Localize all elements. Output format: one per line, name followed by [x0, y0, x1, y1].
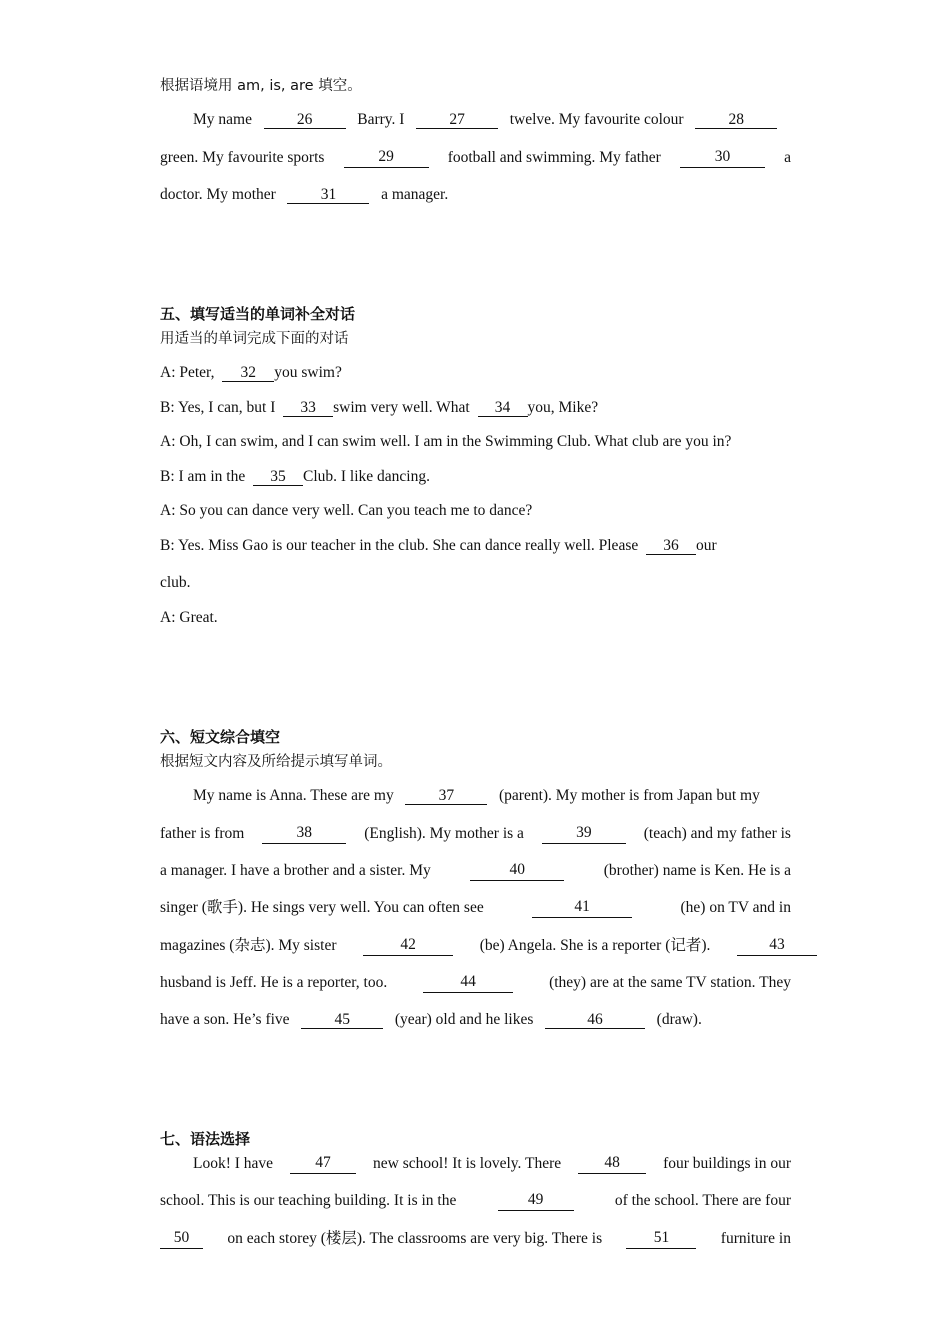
passage-line: father is from 38 (English). My mother is a 39 (teach) and my father is	[160, 824, 791, 842]
blank-46[interactable]: 46	[545, 1011, 645, 1029]
section-title: 五、填写适当的单词补全对话	[160, 305, 356, 323]
dialogue-line: A: Great.	[160, 609, 218, 626]
blank-30[interactable]: 30	[680, 148, 765, 168]
blank-47[interactable]: 47	[290, 1154, 356, 1174]
passage-line: My name is Anna. These are my 37 (parent). My mother is from Japan but my	[193, 787, 760, 804]
blank-32[interactable]: 32	[222, 364, 274, 382]
blank-33[interactable]: 33	[283, 399, 333, 417]
passage-line: doctor. My mother 31 a manager.	[160, 186, 449, 203]
blank-28[interactable]: 28	[695, 111, 777, 129]
blank-36[interactable]: 36	[646, 537, 696, 555]
blank-44[interactable]: 44	[423, 973, 513, 993]
section-title: 六、短文综合填空	[160, 728, 281, 746]
blank-42[interactable]: 42	[363, 936, 453, 956]
section-title: 七、语法选择	[160, 1130, 251, 1148]
blank-48[interactable]: 48	[578, 1154, 646, 1174]
passage-line: green. My favourite sports 29 football and swimming. My father 30 a	[160, 148, 791, 166]
blank-41[interactable]: 41	[532, 898, 632, 918]
passage-line: 50 on each storey (楼层). The classrooms are very big. There is 51 furniture in	[160, 1229, 791, 1249]
passage-line: a manager. I have a brother and a sister. My 40 (brother) name is Ken. He is a	[160, 861, 791, 879]
passage-line: magazines (杂志). My sister 42 (be) Angela. She is a reporter (记者). 43	[160, 936, 817, 956]
blank-50[interactable]: 50	[160, 1229, 203, 1249]
blank-35[interactable]: 35	[253, 468, 303, 486]
passage-line: school. This is our teaching building. It is in the 49 of the school. There are four	[160, 1191, 791, 1209]
passage-line: husband is Jeff. He is a reporter, too. 44 (they) are at the same TV station. They	[160, 973, 791, 991]
instruction: 根据短文内容及所给提示填写单词。	[160, 754, 392, 770]
blank-27[interactable]: 27	[416, 111, 498, 129]
blank-51[interactable]: 51	[626, 1229, 696, 1249]
passage-line: have a son. He’s five 45 (year) old and he likes 46 (draw).	[160, 1011, 702, 1028]
blank-43[interactable]: 43	[737, 936, 817, 956]
blank-40[interactable]: 40	[470, 861, 564, 881]
dialogue-line: B: Yes, I can, but I 33 swim very well. What 34 you, Mike?	[160, 399, 599, 416]
passage-line: Look! I have 47 new school! It is lovely. There 48 four buildings in our	[193, 1154, 791, 1172]
blank-45[interactable]: 45	[301, 1011, 383, 1029]
passage-line: singer (歌手). He sings very well. You can often see 41 (he) on TV and in	[160, 898, 791, 916]
dialogue-line: A: So you can dance very well. Can you teach me to dance?	[160, 502, 533, 519]
blank-38[interactable]: 38	[262, 824, 346, 844]
dialogue-line: club.	[160, 574, 191, 591]
blank-31[interactable]: 31	[287, 186, 369, 204]
blank-39[interactable]: 39	[542, 824, 626, 844]
dialogue-line: A: Oh, I can swim, and I can swim well. I am in the Swimming Club. What club are you in?	[160, 433, 732, 450]
blank-34[interactable]: 34	[478, 399, 528, 417]
instruction: 用适当的单词完成下面的对话	[160, 331, 349, 347]
blank-26[interactable]: 26	[264, 111, 346, 129]
blank-29[interactable]: 29	[344, 148, 429, 168]
dialogue-line: B: I am in the 35 Club. I like dancing.	[160, 468, 430, 485]
instruction: 根据语境用 am, is, are 填空。	[160, 78, 362, 94]
blank-37[interactable]: 37	[405, 787, 487, 805]
dialogue-line: B: Yes. Miss Gao is our teacher in the club. She can dance really well. Please 36 our	[160, 537, 717, 554]
dialogue-line: A: Peter, 32 you swim?	[160, 364, 342, 381]
blank-49[interactable]: 49	[498, 1191, 574, 1211]
passage-line: My name 26 Barry. I 27 twelve. My favourite colour 28	[193, 110, 777, 130]
